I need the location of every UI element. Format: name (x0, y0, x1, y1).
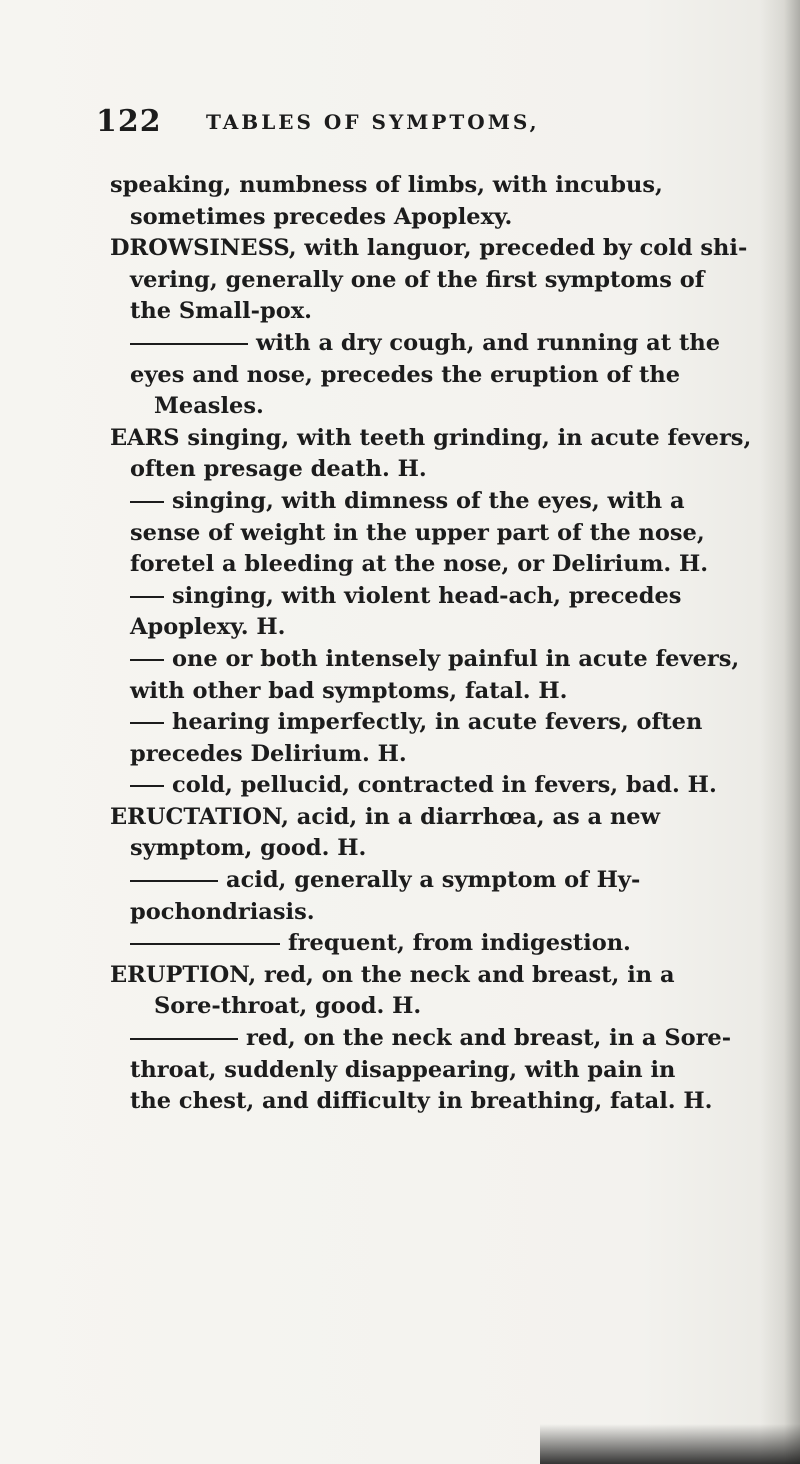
entry-eructation: ERUCTATION, acid, in a diarrhœa, as a new (110, 803, 660, 830)
text-line: often presage death. H. (130, 456, 427, 483)
text-line: Sore-throat, good. H. (154, 993, 422, 1020)
text-line: with other bad symptoms, fatal. H. (130, 677, 568, 704)
text-line (110, 486, 730, 518)
text-line: foretel a bleeding at the nose, or Delirium. H. (130, 551, 709, 578)
text-line: the chest, and difficulty in breathing, fatal. H. (130, 1088, 713, 1115)
entry-eruption: ERUPTION, red, on the neck and breast, in a (110, 961, 675, 988)
entry-drowsiness: DROWSINESS, with languor, preceded by cold shi- (110, 235, 748, 262)
text-line (110, 328, 730, 360)
text-line (110, 707, 730, 739)
ditto-dash (130, 722, 164, 724)
subentry-text: hearing imperfectly, in acute fevers, often (172, 709, 703, 736)
text-line (110, 865, 730, 897)
subentry-text: acid, generally a symptom of Hy- (226, 867, 641, 894)
text-line: symptom, good. H. (130, 835, 367, 862)
ditto-dash (130, 343, 248, 345)
ditto-dash (130, 880, 218, 882)
page-header (96, 104, 736, 144)
running-title: TABLES OF SYMPTOMS, (206, 110, 540, 134)
subentry-text: with a dry cough, and running at the (256, 329, 721, 356)
ditto-dash (130, 596, 164, 598)
subentry-text: singing, with violent head-ach, precedes (172, 582, 682, 609)
subentry-text: cold, pellucid, contracted in fevers, bad. H. (172, 772, 717, 799)
text-line (110, 1023, 730, 1055)
text-line (110, 928, 730, 960)
page-edge-shadow (760, 0, 800, 1464)
text-line: pochondriasis. (130, 898, 315, 925)
text-line: eyes and nose, precedes the eruption of the (130, 361, 681, 388)
text-line (110, 581, 730, 613)
ditto-dash (130, 785, 164, 787)
text-line (110, 770, 730, 802)
text-line: sometimes precedes Apoplexy. (130, 203, 513, 230)
subentry-text: singing, with dimness of the eyes, with a (172, 487, 685, 514)
ditto-dash (130, 943, 280, 945)
text-line (110, 644, 740, 676)
text-line: speaking, numbness of limbs, with incubus, (110, 172, 663, 198)
page-number: 122 (96, 104, 162, 139)
entry-ears: EARS singing, with teeth grinding, in acute fevers, (110, 424, 752, 451)
body-text (110, 170, 752, 1118)
subentry-text: red, on the neck and breast, in a Sore- (246, 1025, 732, 1052)
text-line: sense of weight in the upper part of the nose, (130, 519, 705, 546)
text-line: the Small-pox. (130, 298, 312, 325)
text-line: throat, suddenly disappearing, with pain in (130, 1056, 676, 1083)
text-line: Measles. (154, 393, 264, 420)
text-line: vering, generally one of the first symptoms of (130, 266, 705, 293)
text-line: Apoplexy. H. (130, 614, 286, 641)
ditto-dash (130, 1038, 238, 1040)
ditto-dash (130, 659, 164, 661)
page-corner-shadow (540, 1424, 800, 1464)
text-line: precedes Delirium. H. (130, 740, 407, 767)
subentry-text: one or both intensely painful in acute fevers, (172, 645, 740, 672)
ditto-dash (130, 501, 164, 503)
subentry-text: frequent, from indigestion. (288, 930, 631, 957)
